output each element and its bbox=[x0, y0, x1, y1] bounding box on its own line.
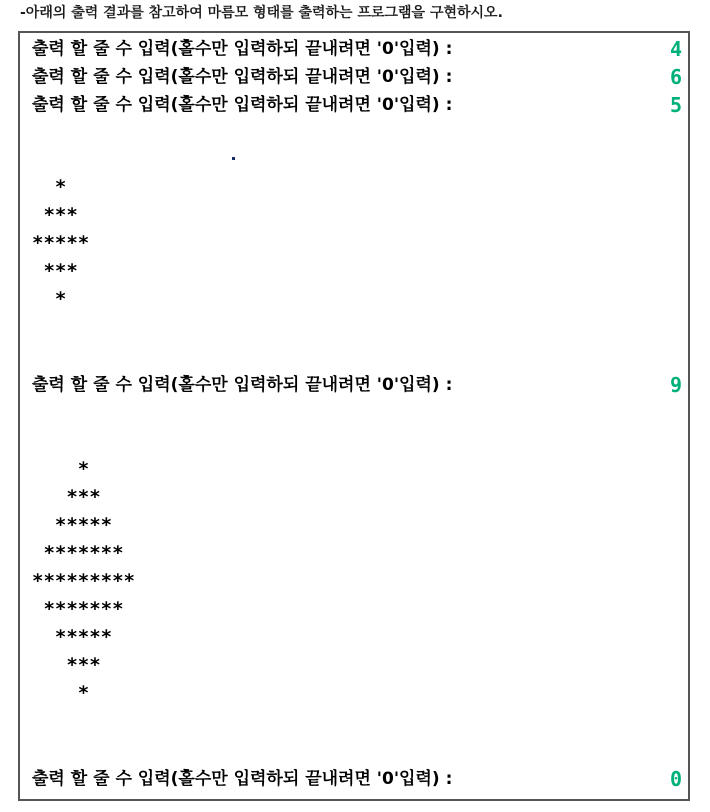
diamond-row: ******* bbox=[32, 542, 124, 564]
prompt-text: 출력 할 줄 수 입력(홀수만 입력하되 끝내려면 '0'입력) : bbox=[32, 375, 453, 395]
input-value: 9 bbox=[669, 373, 682, 397]
prompt-text: 출력 할 줄 수 입력(홀수만 입력하되 끝내려면 '0'입력) : bbox=[32, 39, 453, 59]
prompt-text: 출력 할 줄 수 입력(홀수만 입력하되 끝내려면 '0'입력) : bbox=[32, 95, 453, 115]
input-value: 0 bbox=[669, 767, 682, 791]
console-output-window bbox=[18, 31, 690, 801]
diamond-row: ********* bbox=[32, 570, 135, 592]
prompt-line bbox=[32, 35, 684, 63]
diamond-row: * bbox=[32, 288, 67, 310]
diamond-row: * bbox=[32, 682, 90, 704]
diamond-row: *** bbox=[32, 486, 101, 508]
diamond-row: * bbox=[32, 176, 67, 198]
prompt-line bbox=[32, 765, 684, 793]
instruction-text: -아래의 출력 결과를 참고하여 마름모 형태를 출력하는 프로그램을 구현하시오. bbox=[20, 5, 503, 21]
prompt-line bbox=[32, 91, 684, 119]
diamond-row: *** bbox=[32, 654, 101, 676]
prompt-text: 출력 할 줄 수 입력(홀수만 입력하되 끝내려면 '0'입력) : bbox=[32, 769, 453, 789]
diamond-row: ******* bbox=[32, 598, 124, 620]
diamond-row: *** bbox=[32, 260, 78, 282]
prompt-line bbox=[32, 371, 684, 399]
input-value: 6 bbox=[669, 65, 682, 89]
prompt-text: 출력 할 줄 수 입력(홀수만 입력하되 끝내려면 '0'입력) : bbox=[32, 67, 453, 87]
diamond-row: ***** bbox=[32, 514, 113, 536]
diamond-row: ***** bbox=[32, 626, 113, 648]
stray-dot bbox=[232, 157, 235, 160]
prompt-line bbox=[32, 63, 684, 91]
diamond-row: *** bbox=[32, 204, 78, 226]
input-value: 5 bbox=[669, 93, 682, 117]
diamond-row: * bbox=[32, 458, 90, 480]
input-value: 4 bbox=[669, 37, 682, 61]
diamond-row: ***** bbox=[32, 232, 90, 254]
